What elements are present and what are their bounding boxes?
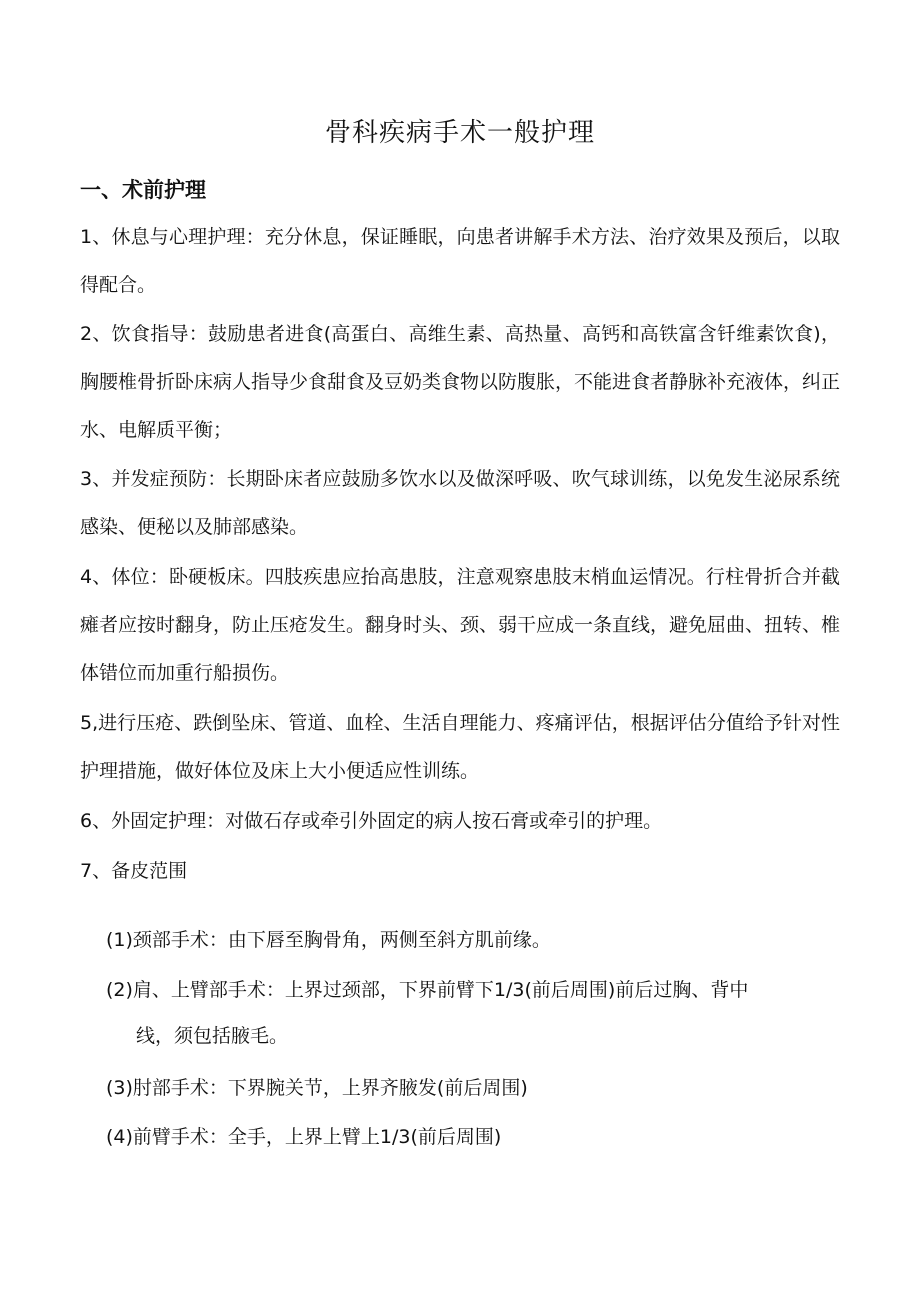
skin-prep-forearm: (4)前臂手术：全手，上界上臂上1/3(前后周围): [106, 1126, 502, 1148]
item-complication-prevention: 3、并发症预防：长期卧床者应鼓励多饮水以及做深呼吸、吹气球训练，以免发生泌尿系统感染、便秘以及肺部感染。: [80, 468, 840, 538]
item-risk-assessment: 5,进行压疮、跌倒坠床、管道、血栓、生活自理能力、疼痛评估，根据评估分值给予针对性护理措施，做好体位及床上大小便适应性训练。: [80, 712, 840, 782]
skin-prep-shoulder-line2: 线，须包括腋毛。: [136, 1025, 289, 1047]
document-title: 骨科疾病手术一般护理: [324, 118, 595, 148]
skin-prep-shoulder-line1: (2)肩、上臂部手术：上界过颈部，下界前臂下1/3(前后周围)前后过胸、背中: [106, 979, 749, 1001]
item-diet-guidance: 2、饮食指导：鼓励患者进食(高蛋白、高维生素、高热量、高钙和高铁富含钎维素饮食)，胸腰椎骨折卧床病人指导少食甜食及豆奶类食物以防腹胀，不能进食者静脉补充液体，纠正水、电解质平衡；: [80, 323, 841, 441]
skin-prep-shoulder-upper-arm: [106, 967, 836, 1059]
skin-prep-elbow: (3)肘部手术：下界腕关节，上界齐腋发(前后周围): [106, 1077, 528, 1099]
section-heading-preop: 一、术前护理: [80, 178, 206, 202]
item-skin-prep-heading: 7、备皮范围: [80, 860, 188, 882]
skin-prep-neck: (1)颈部手术：由下唇至胸骨角，两侧至斜方肌前缘。: [106, 929, 551, 951]
item-external-fixation: 6、外固定护理：对做石存或牵引外固定的病人按石膏或牵引的护理。: [80, 810, 663, 832]
item-body-position: 4、体位：卧硬板床。四肢疾患应抬高患肢，注意观察患肢末梢血运情况。行柱骨折合并截瘫者应按时翻身，防止压疮发生。翻身时头、颈、弱干应成一条直线，避免屈曲、扭转、椎体错位而加重行船损伤。: [80, 566, 841, 684]
item-rest-psych-care: 1、休息与心理护理：充分休息，保证睡眠，向患者讲解手术方法、治疗效果及预后，以取得配合。: [80, 226, 840, 296]
